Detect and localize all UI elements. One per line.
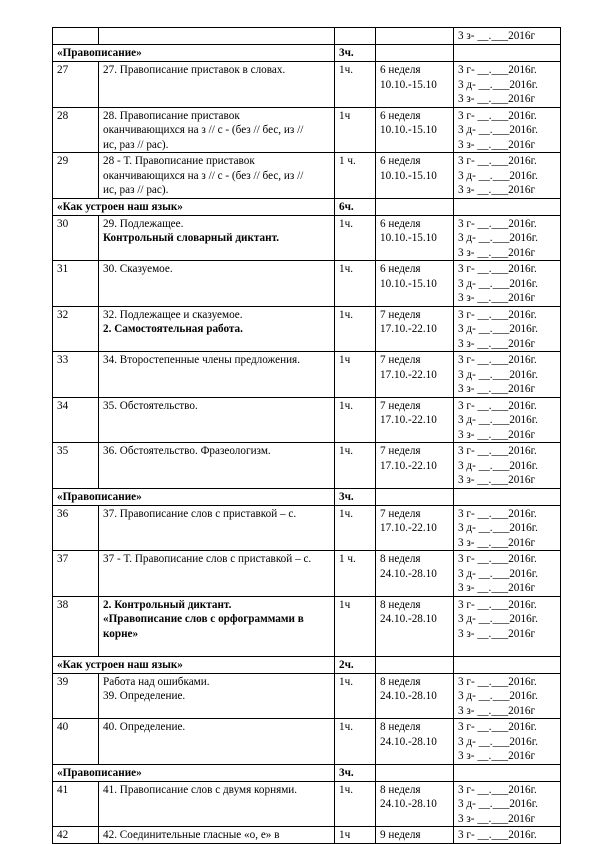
cell-line: 3 з- __.___2016г <box>458 337 536 350</box>
cell-line: 3 г- __.___2016г. <box>458 721 537 733</box>
cell-line: 3 г- __.___2016г. <box>458 109 537 122</box>
lesson-hours: 1ч. <box>335 443 376 489</box>
cell-line: 24.10.-28.10 <box>380 735 437 748</box>
lesson-number: 34 <box>53 397 99 443</box>
cell-line: 37 - Т. Правописание слов с приставкой – с. <box>103 553 312 565</box>
lesson-grades <box>454 306 561 352</box>
section-row <box>53 45 561 62</box>
table-row <box>53 28 561 45</box>
cell-line: 10.10.-15.10 <box>380 169 437 182</box>
lesson-grades <box>454 397 561 443</box>
cell-line: 3 з- __.___2016г <box>458 474 536 486</box>
cell-line: 3 д- __.___2016г. <box>458 232 538 244</box>
cell-line: 17.10.-22.10 <box>380 459 437 472</box>
lesson-grades <box>454 781 561 827</box>
cell-line: 3 г- __.___2016г. <box>458 598 537 611</box>
cell-line: Работа над ошибками. <box>103 675 210 688</box>
cell-line: 8 неделя <box>380 553 421 565</box>
lesson-grades <box>454 596 561 656</box>
lesson-dates <box>376 443 454 489</box>
cell-line: 2. Контрольный диктант. <box>103 598 232 611</box>
table-row <box>53 306 561 352</box>
lesson-hours: 1ч. <box>335 397 376 443</box>
section-row <box>53 488 561 505</box>
lesson-topic <box>99 781 335 827</box>
cell-line: 6 неделя <box>380 64 421 76</box>
lesson-dates <box>376 596 454 656</box>
lesson-hours: 1ч <box>335 596 376 656</box>
lesson-dates <box>376 215 454 261</box>
cell-line: 3 д- __.___2016г. <box>458 169 538 182</box>
cell-line: 8 неделя <box>380 783 421 796</box>
table-row <box>53 827 561 844</box>
cell-line: 28. Правописание приставок <box>103 109 240 122</box>
cell-line: 6 неделя <box>380 155 421 167</box>
lesson-hours: 1ч. <box>335 62 376 108</box>
table-row <box>53 261 561 307</box>
lesson-topic <box>99 215 335 261</box>
lesson-number: 35 <box>53 443 99 489</box>
cell-line: 24.10.-28.10 <box>380 613 437 625</box>
cell-line: 3 д- __.___2016г. <box>458 277 538 290</box>
lesson-number: 41 <box>53 781 99 827</box>
empty-cell <box>376 198 454 215</box>
cell-line: 28 - Т. Правописание приставок <box>103 155 255 167</box>
cell-line: 3 д- __.___2016г. <box>458 798 538 810</box>
cell-line: 3 г- __.___2016г. <box>458 354 537 366</box>
lesson-hours: 1ч. <box>335 673 376 719</box>
cell-line: 24.10.-28.10 <box>380 798 437 810</box>
cell-line: 7 неделя <box>380 399 421 412</box>
cell-line: 7 неделя <box>380 354 421 366</box>
lesson-number: 29 <box>53 153 99 199</box>
cell-line: 3 д- __.___2016г. <box>458 567 538 580</box>
lesson-topic <box>99 673 335 719</box>
table-row <box>53 62 561 108</box>
cell-line: 27. Правописание приставок в словах. <box>103 64 286 76</box>
lesson-hours: 1ч. <box>335 261 376 307</box>
cell-line: 3 д- __.___2016г. <box>458 613 538 625</box>
section-row <box>53 198 561 215</box>
grade-cell <box>454 28 561 45</box>
lesson-number: 27 <box>53 62 99 108</box>
lesson-topic <box>99 719 335 765</box>
cell-line: 6 неделя <box>380 263 421 275</box>
cell-line: 36. Обстоятельство. Фразеологизм. <box>103 445 271 457</box>
section-row <box>53 764 561 781</box>
lesson-hours: 1ч <box>335 107 376 153</box>
lesson-plan-table <box>52 27 561 844</box>
cell-line: 3 г- __.___2016г. <box>458 64 537 76</box>
grade-line: 3 з- __.___2016г <box>458 30 536 42</box>
table-row <box>53 551 561 597</box>
cell-line: 34. Второстепенные члены предложения. <box>103 354 300 366</box>
cell-line: 7 неделя <box>380 507 421 520</box>
empty-cell <box>454 45 561 62</box>
cell-line: 29. Подлежащее. <box>103 217 184 230</box>
lesson-number: 28 <box>53 107 99 153</box>
cell-line: 3 д- __.___2016г. <box>458 78 538 91</box>
cell-line: 8 неделя <box>380 675 421 688</box>
cell-line: 3 д- __.___2016г. <box>458 414 538 426</box>
cell-line: 10.10.-15.10 <box>380 277 437 290</box>
cell-line: 6 неделя <box>380 109 421 122</box>
cell-line: оканчивающихся на з // с - (без // бес, из // <box>103 169 304 182</box>
table-row <box>53 397 561 443</box>
section-hours: 3ч. <box>335 45 376 62</box>
lesson-topic <box>99 397 335 443</box>
cell-line: 2. Самостоятельная работа. <box>103 323 243 335</box>
lesson-number: 32 <box>53 306 99 352</box>
section-hours: 3ч. <box>335 488 376 505</box>
table-row <box>53 505 561 551</box>
cell-line: 9 неделя <box>380 829 421 841</box>
lesson-grades <box>454 673 561 719</box>
lesson-grades <box>454 443 561 489</box>
empty-cell <box>454 764 561 781</box>
lesson-dates <box>376 781 454 827</box>
lesson-dates <box>376 719 454 765</box>
cell-line: 3 г- __.___2016г. <box>458 308 537 321</box>
lesson-dates <box>376 352 454 398</box>
lesson-topic <box>99 352 335 398</box>
cell-line: оканчивающихся на з // с - (без // бес, из // <box>103 124 304 136</box>
cell-line: 3 з- __.___2016г <box>458 383 536 395</box>
table-row <box>53 352 561 398</box>
cell-line: 37. Правописание слов с приставкой – с. <box>103 507 297 520</box>
cell-line: «Правописание слов с орфограммами в <box>103 613 304 625</box>
lesson-hours: 1ч. <box>335 306 376 352</box>
lesson-topic <box>99 596 335 656</box>
lesson-grades <box>454 215 561 261</box>
cell-line: 3 г- __.___2016г. <box>458 155 537 167</box>
lesson-hours: 1ч. <box>335 215 376 261</box>
cell-line: 17.10.-22.10 <box>380 522 437 534</box>
empty-cell <box>376 45 454 62</box>
cell-line: 3 г- __.___2016г. <box>458 783 537 796</box>
lesson-grades <box>454 107 561 153</box>
lesson-topic <box>99 827 335 844</box>
lesson-topic <box>99 62 335 108</box>
cell-line: 3 г- __.___2016г. <box>458 399 537 412</box>
empty-cell <box>376 764 454 781</box>
cell-line: корне» <box>103 627 139 640</box>
lesson-number: 31 <box>53 261 99 307</box>
lesson-topic <box>99 505 335 551</box>
empty-cell <box>454 488 561 505</box>
empty-cell <box>454 198 561 215</box>
section-hours: 2ч. <box>335 656 376 673</box>
cell-line: 8 неделя <box>380 598 421 611</box>
lesson-grades <box>454 153 561 199</box>
cell-line: 10.10.-15.10 <box>380 78 437 91</box>
cell-line: 3 д- __.___2016г. <box>458 522 538 534</box>
cell-line: 7 неделя <box>380 445 421 457</box>
section-title: «Как устроен наш язык» <box>53 656 335 673</box>
lesson-dates <box>376 153 454 199</box>
cell-line: 41. Правописание слов с двумя корнями. <box>103 783 298 796</box>
lesson-topic <box>99 153 335 199</box>
cell-line: 3 г- __.___2016г. <box>458 829 537 841</box>
lesson-grades <box>454 827 561 844</box>
cell-line: 3 г- __.___2016г. <box>458 675 537 688</box>
table-row <box>53 443 561 489</box>
cell-line: 3 з- __.___2016г <box>458 536 536 549</box>
cell-line: 30. Сказуемое. <box>103 263 173 275</box>
cell-line: Контрольный словарный диктант. <box>103 232 280 244</box>
lesson-dates <box>376 107 454 153</box>
lesson-dates <box>376 673 454 719</box>
lesson-number: 37 <box>53 551 99 597</box>
table-row <box>53 781 561 827</box>
lesson-hours: 1ч. <box>335 781 376 827</box>
lesson-hours: 1 ч. <box>335 551 376 597</box>
table-row <box>53 215 561 261</box>
lesson-dates <box>376 62 454 108</box>
lesson-dates <box>376 397 454 443</box>
lesson-grades <box>454 352 561 398</box>
empty-cell <box>454 656 561 673</box>
cell-line: 3 г- __.___2016г. <box>458 507 537 520</box>
section-hours: 6ч. <box>335 198 376 215</box>
cell-line: 3 з- __.___2016г <box>458 428 536 441</box>
lesson-dates <box>376 261 454 307</box>
lesson-number: 42 <box>53 827 99 844</box>
lesson-dates <box>376 827 454 844</box>
cell-line: 17.10.-22.10 <box>380 323 437 335</box>
lesson-topic <box>99 443 335 489</box>
lesson-dates <box>376 551 454 597</box>
lesson-number: 40 <box>53 719 99 765</box>
cell-line: 24.10.-28.10 <box>380 690 437 702</box>
lesson-grades <box>454 551 561 597</box>
cell-line: 40. Определение. <box>103 721 186 733</box>
lesson-hours: 1 ч. <box>335 153 376 199</box>
lesson-hours: 1ч <box>335 827 376 844</box>
lesson-number: 33 <box>53 352 99 398</box>
lesson-grades <box>454 62 561 108</box>
table-row <box>53 153 561 199</box>
lesson-grades <box>454 719 561 765</box>
lesson-dates <box>376 306 454 352</box>
empty-cell <box>376 488 454 505</box>
lesson-hours: 1ч. <box>335 505 376 551</box>
empty-cell <box>376 656 454 673</box>
lesson-topic <box>99 551 335 597</box>
cell-line: 3 з- __.___2016г <box>458 246 536 259</box>
table-row <box>53 107 561 153</box>
lesson-grades <box>454 261 561 307</box>
cell-line: 8 неделя <box>380 721 421 733</box>
section-title: «Как устроен наш язык» <box>53 198 335 215</box>
cell-line: ис, раз // рас). <box>103 184 169 196</box>
lesson-grades <box>454 505 561 551</box>
cell-line: 3 д- __.___2016г. <box>458 735 538 748</box>
cell-line: 3 д- __.___2016г. <box>458 323 538 335</box>
cell-line: 3 з- __.___2016г <box>458 627 536 640</box>
blank-line <box>458 641 556 656</box>
section-row <box>53 656 561 673</box>
cell-line: 3 д- __.___2016г. <box>458 459 538 472</box>
cell-line: 3 з- __.___2016г <box>458 184 536 196</box>
lesson-hours: 1ч. <box>335 719 376 765</box>
cell-line: 42. Соединительные гласные «о, е» в <box>103 829 280 841</box>
lesson-number: 30 <box>53 215 99 261</box>
table-row <box>53 596 561 656</box>
cell-line: 24.10.-28.10 <box>380 567 437 580</box>
lesson-topic <box>99 306 335 352</box>
cell-line: 3 з- __.___2016г <box>458 704 536 717</box>
cell-line: 3 з- __.___2016г <box>458 582 536 594</box>
section-title: «Правописание» <box>53 45 335 62</box>
cell-line: 10.10.-15.10 <box>380 232 437 244</box>
cell-line: 3 д- __.___2016г. <box>458 368 538 381</box>
cell-line: 7 неделя <box>380 308 421 321</box>
cell-line: 35. Обстоятельство. <box>103 399 198 412</box>
lesson-number: 38 <box>53 596 99 656</box>
cell-line: 3 з- __.___2016г <box>458 93 536 105</box>
cell-line: 3 д- __.___2016г. <box>458 124 538 136</box>
cell-line: 17.10.-22.10 <box>380 414 437 426</box>
section-title: «Правописание» <box>53 764 335 781</box>
cell-line: 3 г- __.___2016г. <box>458 553 537 565</box>
cell-line: 3 з- __.___2016г <box>458 292 536 304</box>
cell-line: 3 з- __.___2016г <box>458 138 536 151</box>
cell-line: 3 г- __.___2016г. <box>458 217 537 230</box>
cell-line: 3 з- __.___2016г <box>458 750 536 762</box>
cell-line: 39. Определение. <box>103 690 186 702</box>
lesson-hours: 1ч <box>335 352 376 398</box>
cell-line: 3 д- __.___2016г. <box>458 690 538 702</box>
cell-line: 10.10.-15.10 <box>380 124 437 136</box>
lesson-number: 36 <box>53 505 99 551</box>
lesson-topic <box>99 261 335 307</box>
lesson-topic <box>99 107 335 153</box>
cell-line: 3 з- __.___2016г <box>458 812 536 825</box>
cell-line: 3 г- __.___2016г. <box>458 263 537 275</box>
lesson-number: 39 <box>53 673 99 719</box>
table-row <box>53 719 561 765</box>
lesson-dates <box>376 505 454 551</box>
cell-line: ис, раз // рас). <box>103 138 169 151</box>
section-title: «Правописание» <box>53 488 335 505</box>
section-hours: 3ч. <box>335 764 376 781</box>
cell-line: 17.10.-22.10 <box>380 368 437 381</box>
cell-line: 32. Подлежащее и сказуемое. <box>103 308 243 321</box>
cell-line: 6 неделя <box>380 217 421 230</box>
table-row <box>53 673 561 719</box>
cell-line: 3 г- __.___2016г. <box>458 445 537 457</box>
